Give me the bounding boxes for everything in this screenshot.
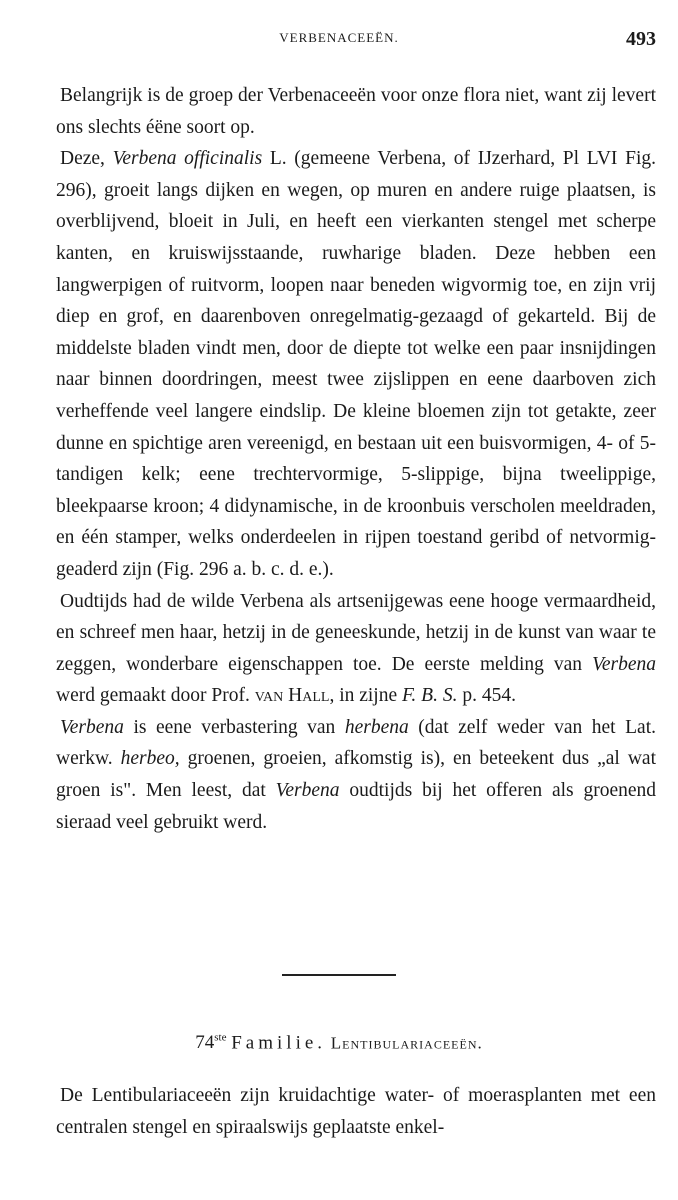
section-divider bbox=[282, 974, 396, 976]
latin-word: herbeo, bbox=[120, 748, 180, 770]
paragraph-lentibulariaceae bbox=[56, 1080, 656, 1143]
main-text bbox=[56, 80, 656, 838]
author-name: van Hall bbox=[254, 685, 330, 707]
text-run: Oudtijds had de wilde Verbena als artsenijgewas eene hooge vermaardheid, en schreef men haar, hetzij in de geneeskunde, hetzij in de kunst van waar te zeggen, wonderbare eigenschappen toe. De eerste melding van bbox=[56, 590, 656, 675]
text-run: oudtijds bij het offeren als groenend sieraad veel gebruikt werd. bbox=[56, 780, 657, 833]
family-number-suffix: ste bbox=[214, 1032, 227, 1044]
paragraph-verbena-description bbox=[56, 143, 656, 585]
running-title: VERBENACEEËN. bbox=[279, 30, 399, 45]
text-run: Deze, bbox=[60, 148, 113, 170]
page-header bbox=[0, 28, 678, 58]
family-number bbox=[195, 1032, 226, 1053]
page-number: 493 bbox=[626, 28, 656, 50]
section-text bbox=[56, 1080, 656, 1143]
reference-title: F. B. S. bbox=[402, 685, 458, 707]
paragraph-etymology bbox=[56, 712, 656, 838]
paragraph-text: Belangrijk is de groep der Verbenaceeën voor onze flora niet, want zij levert ons slechts éëne soort op. bbox=[56, 85, 656, 138]
text-run: L. (gemeene Verbena, of IJzerhard, Pl LVI Fig. 296), groeit langs dijken en wegen, op muren en andere ruige plaatsen, is overblijvend, bloeit in Juli, en heeft een vierkanten stengel met scherpe kanten, en kruiswijsstaande, ruwharige bladen. Deze hebben een langwerpigen of ruitvorm, loopen naar beneden wigvormig toe, en zijn vrij diep en grof, en daarenboven onregelmatig-gezaagd of gekarteld. Bij de middelste bladen vindt men, door de diepte tot welke een paar insnijdingen naar binnen doordringen, meest twee zijslippen en eene daarboven zich verheffende veel langere eindslip. De kleine bloemen zijn tot getakte, zeer dunne en spichtige aren vereenigd, en bestaan uit een buisvormigen, 4- of 5-tandigen kelk; eene trechtervormige, 5-slippige, bijna tweelippige, bleekpaarse kroon; 4 didynamische, in de kroonbuis verscholen meeldraden, en één stamper, welks onderdeelen in rijpen toestand geribd of netvormig-geaderd zijn (Fig. 296 a. b. c. d. e.). bbox=[56, 148, 656, 580]
genus-name: Verbena bbox=[592, 653, 656, 675]
paragraph-text: De Lentibulariaceeën zijn kruidachtige water- of moerasplanten met een centralen stengel en spiraalswijs geplaatste enkel- bbox=[56, 1085, 656, 1138]
family-number-value: 74 bbox=[195, 1032, 215, 1054]
text-run: werd gemaakt door Prof. bbox=[56, 685, 255, 707]
text-run: p. 454. bbox=[457, 685, 516, 707]
text-run: is eene verbastering van bbox=[123, 716, 345, 738]
genus-name: Verbena bbox=[60, 716, 124, 738]
text-run: groenen, groeien, afkomstig is), en beteekent dus „al wat groen is". Men leest, dat bbox=[56, 748, 656, 802]
latin-word: herbena bbox=[344, 716, 409, 738]
familie-label: Familie. bbox=[231, 1032, 327, 1054]
species-name: Verbena officinalis bbox=[112, 148, 263, 170]
paragraph-intro bbox=[56, 80, 656, 143]
genus-name: Verbena bbox=[275, 780, 340, 802]
text-run: (dat zelf weder van het Lat. werkw. bbox=[56, 716, 656, 770]
paragraph-history bbox=[56, 586, 656, 712]
text-run: , in zijne bbox=[329, 685, 403, 707]
family-name: Lentibulariaceeën. bbox=[330, 1033, 483, 1053]
section-heading bbox=[0, 1032, 678, 1054]
